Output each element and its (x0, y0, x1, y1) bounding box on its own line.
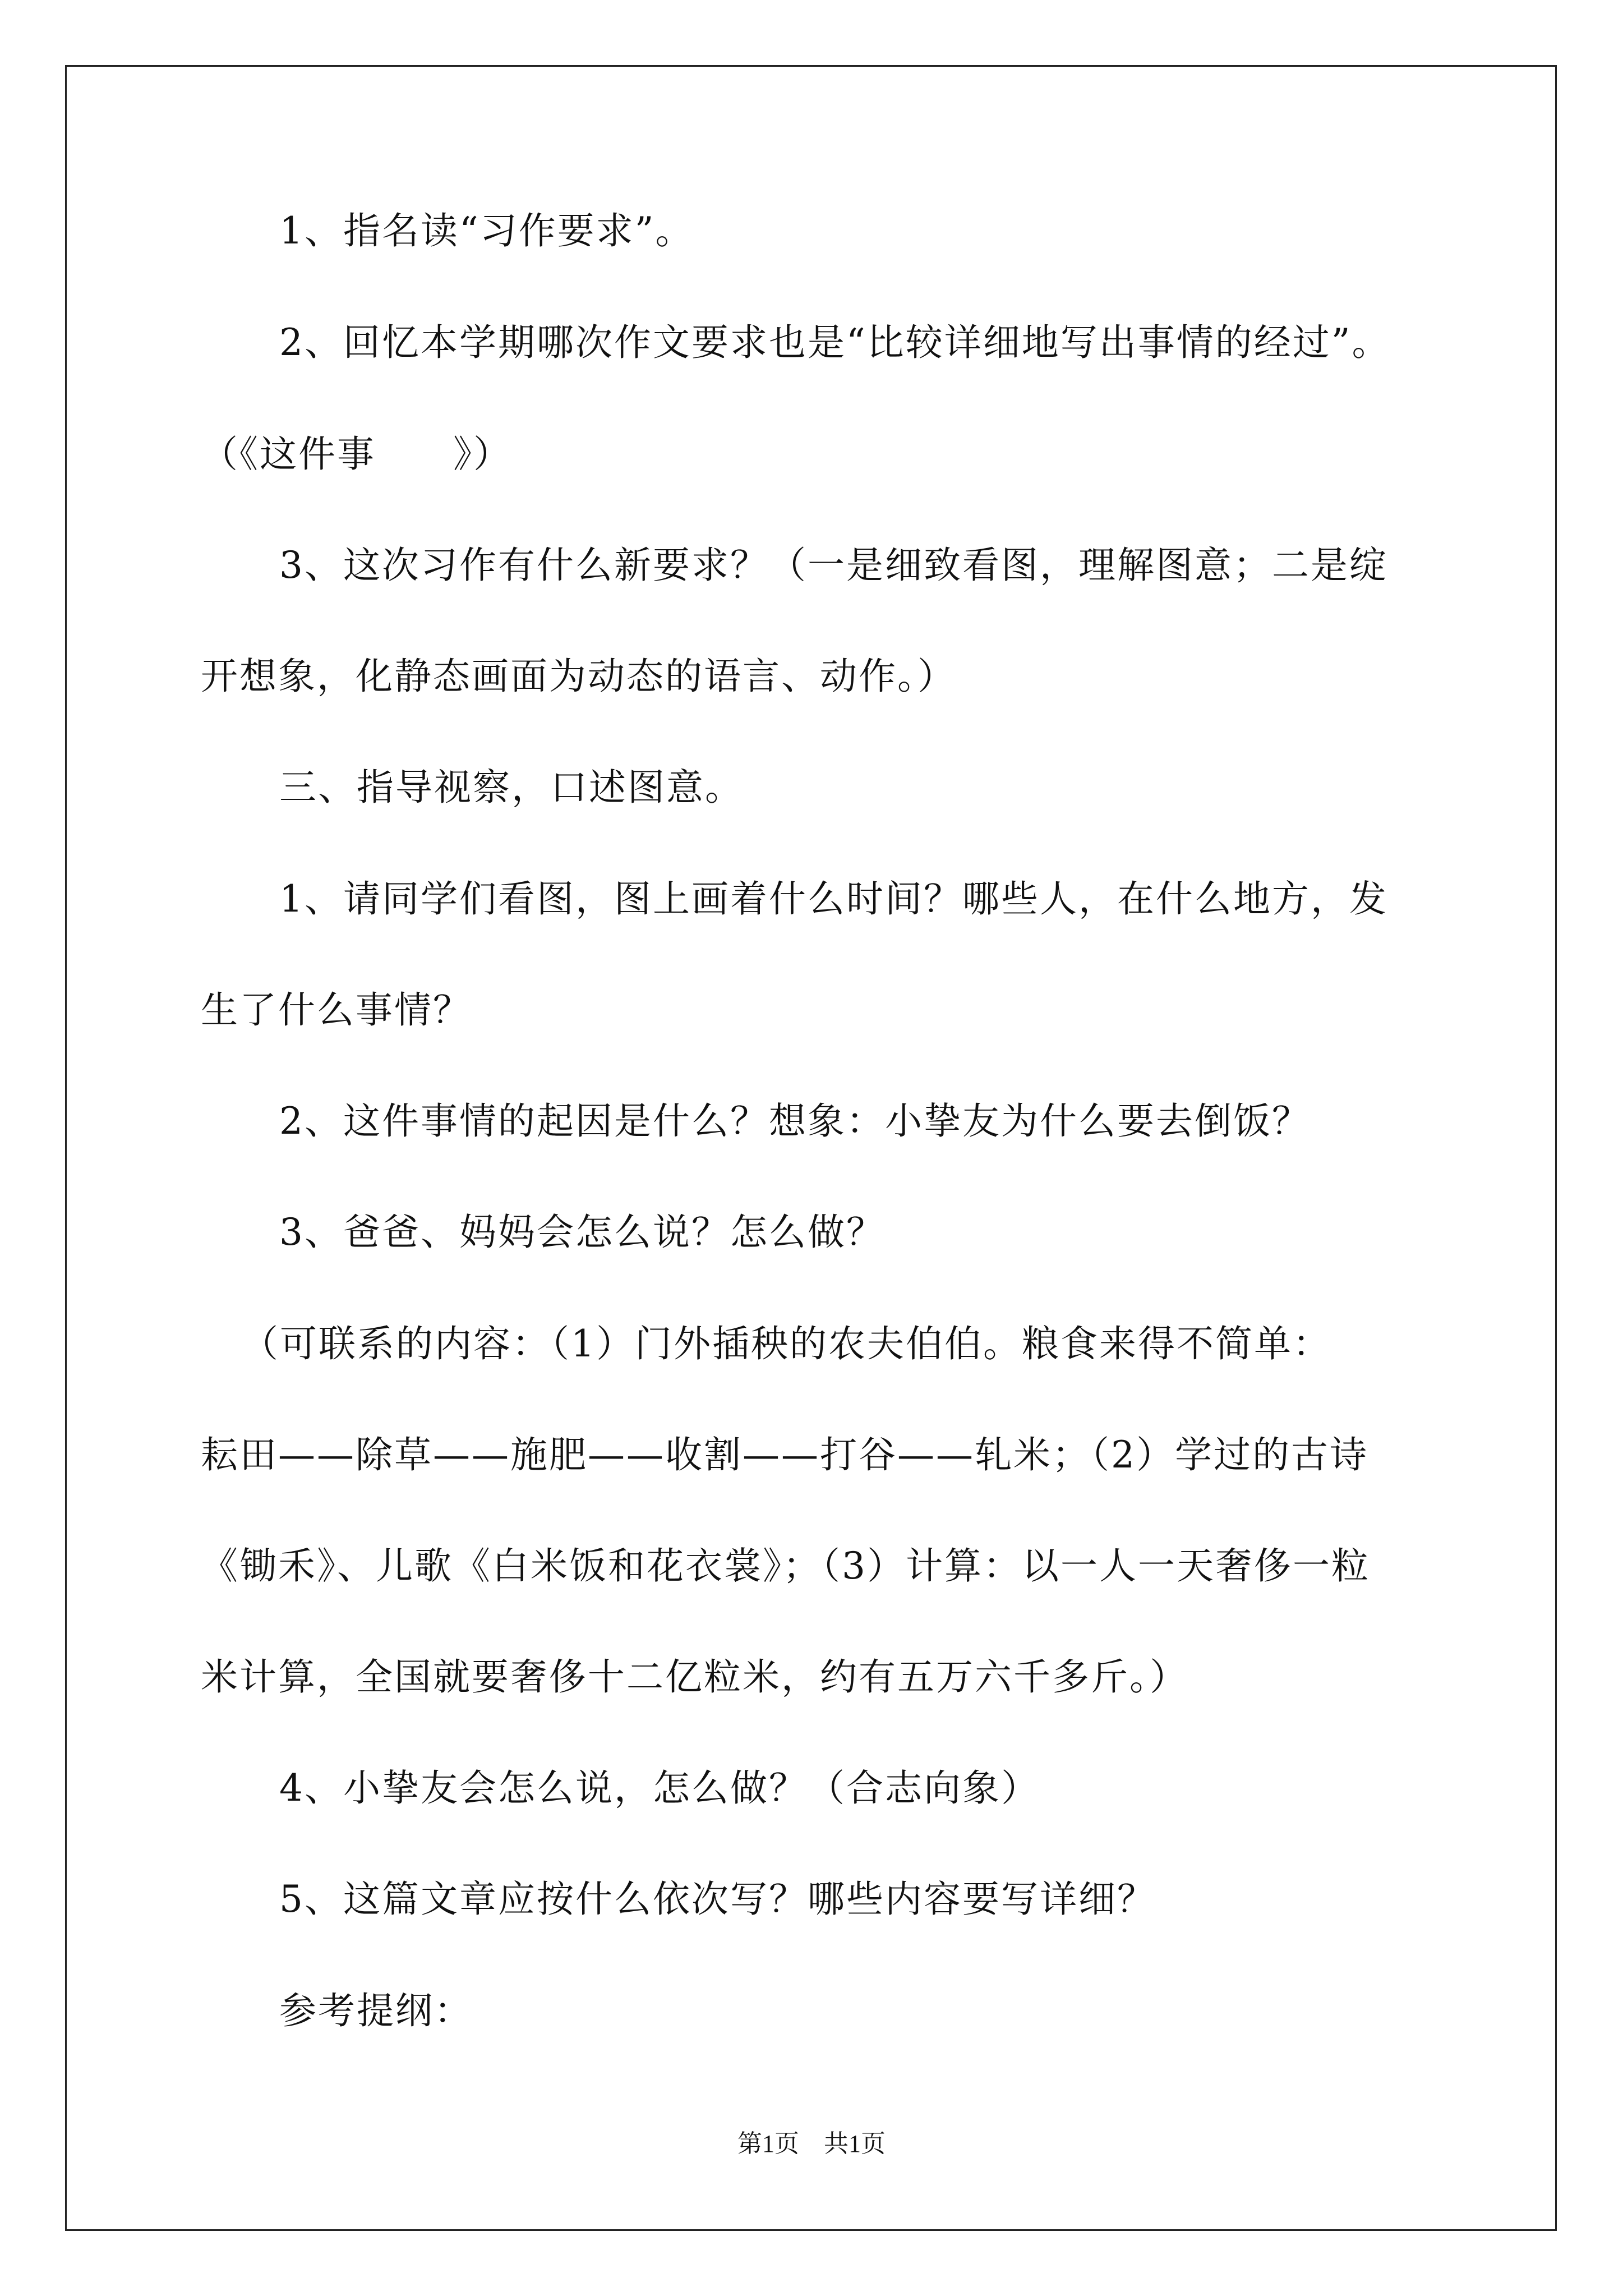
text-line-16: 5、这篇文章应按什么依次写？哪些内容要写详细？ (279, 1878, 1156, 1921)
text-line-3: （《这件事 》） (201, 432, 512, 476)
text-line-14: 米计算，全国就要奢侈十二亿粒米，约有五万六千多斤。） (201, 1655, 1188, 1699)
text-line-10: 3、爸爸、妈妈会怎么说？怎么做？ (279, 1211, 885, 1254)
text-line-9: 2、这件事情的起因是什么？想象：小挚友为什么要去倒饭？ (279, 1099, 1311, 1143)
text-line-8: 生了什么事情？ (201, 988, 472, 1032)
text-line-6: 三、指导视察，口述图意。 (279, 766, 744, 809)
text-line-4: 3、这次习作有什么新要求？（一是细致看图，理解图意；二是绽 (279, 544, 1388, 587)
text-line-7: 1、请同学们看图，图上画着什么时间？哪些人，在什么地方，发 (279, 877, 1388, 921)
text-line-2: 2、回忆本学期哪次作文要求也是“比较详细地写出事情的经过”。 (279, 321, 1391, 364)
text-line-13: 《锄禾》、儿歌《白米饭和花衣裳》；（3）计算：以一人一天奢侈一粒 (201, 1544, 1370, 1588)
text-line-1: 1、指名读“习作要求”。 (279, 209, 694, 252)
page-number-footer: 第1页 共1页 (737, 2130, 886, 2157)
text-line-12: 耘田——除草——施肥——收割——打谷——轧米；（2）学过的古诗 (201, 1433, 1368, 1476)
text-line-17: 参考提纲： (279, 1989, 473, 2032)
text-line-15: 4、小挚友会怎么说，怎么做？（合志向象） (279, 1766, 1040, 1810)
text-line-11: （可联系的内容：（1）门外插秧的农夫伯伯。粮食来得不简单： (241, 1322, 1331, 1365)
text-line-5: 开想象，化静态画面为动态的语言、动作。） (201, 655, 956, 698)
